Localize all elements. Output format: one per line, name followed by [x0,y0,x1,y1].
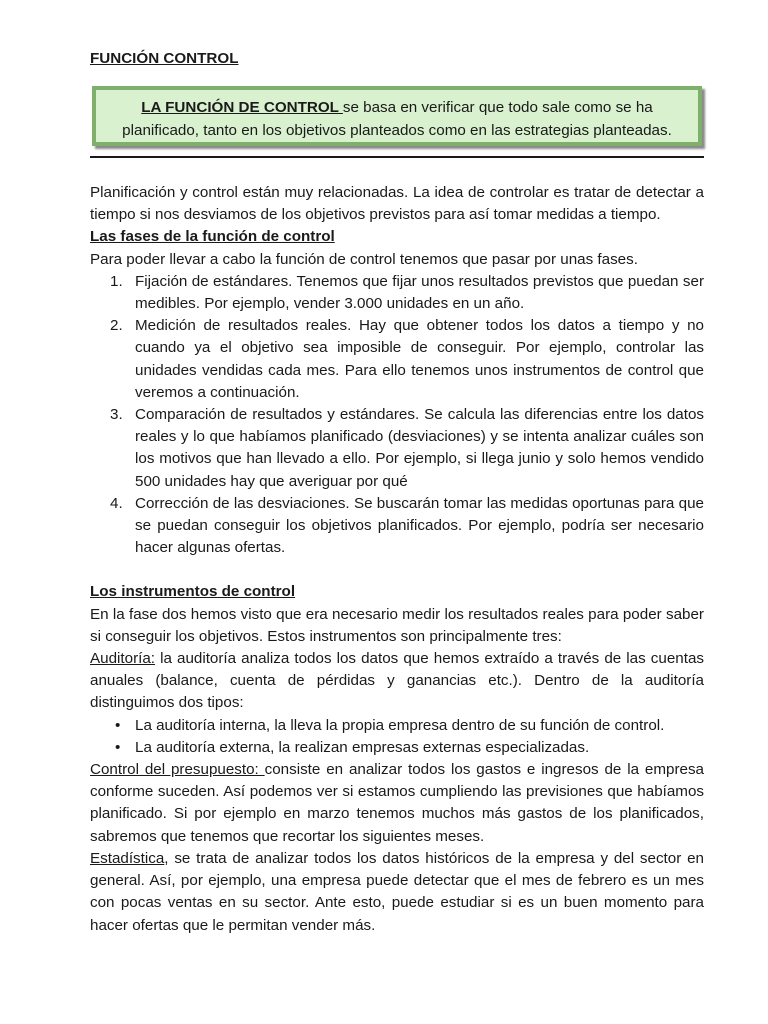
audit-text: la auditoría analiza todos los datos que hemos extraído a través de las cuentas anuales (balance, cuenta de pérdidas y ganancias etc.). Dentro de la auditoría distinguimos dos tipos: [90,650,704,712]
list-item [90,404,704,493]
list-item-text: Medición de resultados reales. Hay que obtener todos los datos a tiempo y no cuando ya el objetivo sea imposible de conseguir. Por ejemplo, controlar las unidades vendidas cada mes. Para ello tenemos unos instrumentos de control que veremos a continuación. [135,317,704,401]
list-item-text: Corrección de las desviaciones. Se buscarán tomar las medidas oportunas para que se puedan conseguir los objetivos planificados. Por ejemplo, podría ser necesario hacer algunas ofertas. [135,494,704,557]
phases-list [90,271,704,560]
bullet-icon: • [115,716,121,734]
budget-text: consiste en analizar todos los gastos e ingresos de la empresa conforme suceden. Así podemos ver si estamos cumpliendo las previsiones que habíamos planificado. Si por ejemplo en marzo tenemos muchos más gastos de los planificados, sabremos que tenemos que recortar los siguientes meses. [90,761,704,845]
instruments-lead: En la fase dos hemos visto que era necesario medir los resultados reales para poder saber si conseguir los objetivos. Estos instrumentos son principalmente tres: [90,605,704,645]
list-item-text: Fijación de estándares. Tenemos que fijar unos resultados previstos que puedan ser medibles. Por ejemplo, vender 3.000 unidades en un año. [135,272,704,313]
audit-paragraph [90,648,704,715]
audit-label: Auditoría: [90,650,156,668]
list-item [90,715,704,737]
budget-label: Control del presupuesto: [90,761,265,779]
stats-paragraph [90,848,704,937]
audit-types-list [90,715,704,759]
list-item-text: La auditoría interna, la lleva la propia empresa dentro de su función de control. [135,716,665,734]
definition-callout [92,86,702,146]
list-number: 4. [110,494,123,512]
list-number: 1. [110,272,123,290]
document-title: FUNCIÓN CONTROL [90,50,239,67]
bullet-icon: • [115,738,121,756]
instruments-heading: Los instrumentos de control [90,583,296,601]
callout-lead: LA FUNCIÓN DE CONTROL [141,99,343,116]
list-item [90,315,704,404]
phases-lead: Para poder llevar a cabo la función de control tenemos que pasar por unas fases. [90,250,638,268]
list-item-text: Comparación de resultados y estándares. Se calcula las diferencias entre los datos reales y lo que habíamos planificado (desviaciones) y se intenta analizar cuáles son los motivos que han llevado a ello. Por ejemplo, si llega junio y solo hemos vendido 500 unidades hay que averiguar por qué [135,406,704,490]
intro-paragraph: Planificación y control están muy relacionadas. La idea de controlar es tratar de detectar a tiempo si nos desviamos de los objetivos previstos para así tomar medidas a tiempo. [90,184,704,224]
stats-label: Estadística [90,849,165,867]
document-content [90,48,704,937]
list-item [90,493,704,560]
callout-section [90,86,704,158]
stats-text: , se trata de analizar todos los datos históricos de la empresa y del sector en general. Así, por ejemplo, una empresa puede detectar que el mes de febrero es un mes con pocas ventas en su sector. Ante esto, puede estudiar si es un buen momento para hacer ofertas que le permitan vender más. [90,849,704,934]
list-number: 2. [110,317,123,335]
callout-text: se basa en verificar que todo sale como se ha planificado, tanto en los objetivos planteados como en las estrategias planteadas. [122,99,672,139]
list-item [90,271,704,315]
list-number: 3. [110,406,123,424]
list-item-text: La auditoría externa, la realizan empresas externas especializadas. [135,738,590,756]
budget-paragraph [90,759,704,848]
phases-heading: Las fases de la función de control [90,228,335,246]
list-item [90,737,704,759]
